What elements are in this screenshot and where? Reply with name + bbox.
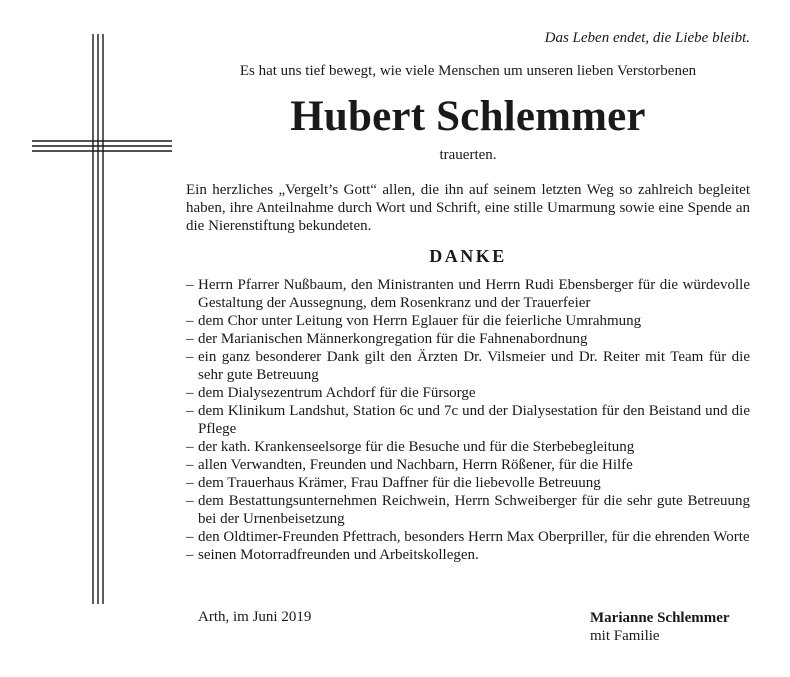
list-item-text: ein ganz besonderer Dank gilt den Ärzten Dr. Vilsmeier und Dr. Reiter mit Team für die sehr gute Betreuung xyxy=(198,349,750,383)
dash: – xyxy=(186,385,194,401)
list-item xyxy=(186,492,750,528)
list-item xyxy=(186,348,750,384)
list-item-text: dem Chor unter Leitung von Herrn Eglauer für die feierliche Umrahmung xyxy=(198,313,642,329)
list-item-text: allen Verwandten, Freunden und Nachbarn, Herrn Rößener, für die Hilfe xyxy=(198,457,633,473)
dash: – xyxy=(186,349,194,365)
list-item xyxy=(186,330,750,348)
list-item xyxy=(186,312,750,330)
list-item-text: der Marianischen Männerkongregation für die Fahnenabordnung xyxy=(198,331,588,347)
list-item-text: dem Dialysezentrum Achdorf für die Fürsorge xyxy=(198,385,476,401)
dash: – xyxy=(186,493,194,509)
danke-heading: DANKE xyxy=(429,246,507,266)
list-item xyxy=(186,402,750,438)
list-item-text: dem Klinikum Landshut, Station 6c und 7c und der Dialysestation für den Beistand und die Pflege xyxy=(198,403,750,437)
dash: – xyxy=(186,475,194,491)
deceased-name: Hubert Schlemmer xyxy=(290,93,646,140)
list-item-text: dem Trauerhaus Krämer, Frau Daffner für die liebevolle Betreuung xyxy=(198,475,601,491)
list-item-text: dem Bestattungsunternehmen Reichwein, Herrn Schweiberger für die sehr gute Betreuung bei der Urnenbeisetzung xyxy=(198,493,750,527)
list-item-text: den Oldtimer-Freunden Pfettrach, besonders Herrn Max Oberpriller, für die ehrenden Worte xyxy=(198,529,750,545)
intro-text: Es hat uns tief bewegt, wie viele Menschen um unseren lieben Verstorbenen xyxy=(239,63,697,79)
dash: – xyxy=(186,439,194,455)
list-item xyxy=(186,456,750,474)
signer-name: Marianne Schlemmer xyxy=(590,610,730,626)
dash: – xyxy=(186,547,194,563)
dash: – xyxy=(186,277,194,293)
list-item xyxy=(186,384,750,402)
dash: – xyxy=(186,403,194,419)
list-item-text: Herrn Pfarrer Nußbaum, den Ministranten und Herrn Rudi Ebensberger für die würdevolle Gestaltung der Aussegnung, dem Rosenkranz und der Trauerfeier xyxy=(198,277,750,311)
dash: – xyxy=(186,529,194,545)
list-item-text: der kath. Krankenseelsorge für die Besuche und für die Sterbebegleitung xyxy=(198,439,635,455)
thanks-paragraph: Ein herzliches „Vergelt’s Gott“ allen, die ihn auf seinem letzten Weg so zahlreich begleitet haben, ihre Anteilnahme durch Wort und Schrift, eine stille Umarmung sowie eine Spende an die Nierenstiftung bekundeten. xyxy=(186,182,750,234)
trauerten-text: trauerten. xyxy=(439,147,497,163)
dash: – xyxy=(186,313,194,329)
signer-family: mit Familie xyxy=(590,628,660,644)
cross-icon xyxy=(32,34,172,604)
dash: – xyxy=(186,457,194,473)
motto: Das Leben endet, die Liebe bleibt. xyxy=(544,30,750,46)
list-item xyxy=(186,474,750,492)
list-item xyxy=(186,546,750,564)
list-item xyxy=(186,276,750,312)
list-item xyxy=(186,438,750,456)
danke-list xyxy=(186,276,750,564)
signature-block xyxy=(590,609,730,645)
list-item-text: seinen Motorradfreunden und Arbeitskollegen. xyxy=(198,547,479,563)
place-date: Arth, im Juni 2019 xyxy=(198,609,312,625)
dash: – xyxy=(186,331,194,347)
list-item xyxy=(186,528,750,546)
